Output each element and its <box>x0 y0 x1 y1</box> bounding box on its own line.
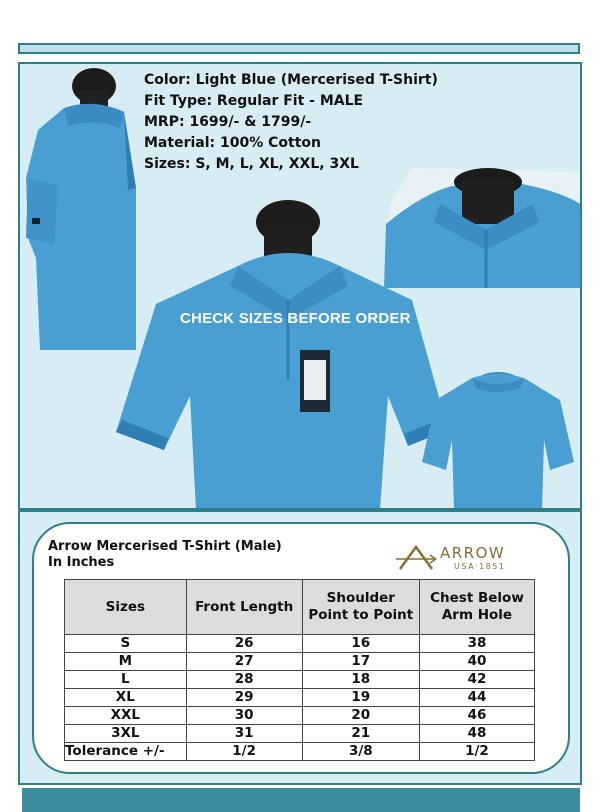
table-row <box>65 689 535 707</box>
collar-closeup-image <box>382 164 582 292</box>
shoulder-cell: 17 <box>302 653 419 671</box>
arrow-brand-logo <box>396 545 532 571</box>
size-chart-title <box>48 539 282 571</box>
top-divider-bar <box>18 43 580 54</box>
shoulder-cell: 18 <box>302 671 419 689</box>
column-header-sizes: Sizes <box>65 580 187 635</box>
chart-title-text: Arrow Mercerised T-Shirt (Male) <box>48 539 282 554</box>
front-length-cell: 31 <box>186 725 302 743</box>
column-header-shoulder: Shoulder Point to Point <box>302 580 419 635</box>
chest-cell: 44 <box>419 689 534 707</box>
size-cell: 3XL <box>65 725 187 743</box>
chest-cell: 40 <box>419 653 534 671</box>
size-cell: M <box>65 653 187 671</box>
table-row <box>65 707 535 725</box>
chest-cell: 48 <box>419 725 534 743</box>
chart-unit-text: In Inches <box>48 555 115 570</box>
size-chart-table <box>64 579 535 761</box>
brand-name: ARROW <box>440 544 506 562</box>
size-cell: S <box>65 635 187 653</box>
tolerance-label: Tolerance +/- <box>65 743 187 761</box>
column-header-front-length: Front Length <box>186 580 302 635</box>
size-chart-header <box>48 539 536 579</box>
chest-cell: 1/2 <box>419 743 534 761</box>
front-length-cell: 1/2 <box>186 743 302 761</box>
table-header-row <box>65 580 535 635</box>
front-length-cell: 29 <box>186 689 302 707</box>
shoulder-cell: 20 <box>302 707 419 725</box>
shoulder-cell: 16 <box>302 635 419 653</box>
color-info: Color: Light Blue (Mercerised T-Shirt) <box>144 72 438 88</box>
size-cell: L <box>65 671 187 689</box>
column-header-chest: Chest Below Arm Hole <box>419 580 534 635</box>
bottom-divider-bar <box>22 788 580 812</box>
table-row <box>65 725 535 743</box>
table-row <box>65 635 535 653</box>
front-length-cell: 27 <box>186 653 302 671</box>
check-sizes-banner: CHECK SIZES BEFORE ORDER <box>180 310 411 327</box>
shoulder-cell: 3/8 <box>302 743 419 761</box>
product-photo-panel <box>18 62 582 510</box>
size-cell: XXL <box>65 707 187 725</box>
mrp-info: MRP: 1699/- & 1799/- <box>144 114 312 130</box>
sizes-info: Sizes: S, M, L, XL, XXL, 3XL <box>144 156 359 172</box>
chest-cell: 46 <box>419 707 534 725</box>
front-length-cell: 26 <box>186 635 302 653</box>
arrow-a-logo-icon <box>396 545 436 571</box>
brand-tagline: USA·1851 <box>454 562 506 571</box>
chest-cell: 38 <box>419 635 534 653</box>
product-info <box>144 70 438 175</box>
fit-info: Fit Type: Regular Fit - MALE <box>144 93 364 109</box>
tolerance-row <box>65 743 535 761</box>
front-length-cell: 30 <box>186 707 302 725</box>
front-length-cell: 28 <box>186 671 302 689</box>
shoulder-cell: 19 <box>302 689 419 707</box>
size-cell: XL <box>65 689 187 707</box>
shoulder-cell: 21 <box>302 725 419 743</box>
table-row <box>65 671 535 689</box>
back-view-shirt-image <box>420 370 576 510</box>
table-row <box>65 653 535 671</box>
chest-cell: 42 <box>419 671 534 689</box>
material-info: Material: 100% Cotton <box>144 135 321 151</box>
